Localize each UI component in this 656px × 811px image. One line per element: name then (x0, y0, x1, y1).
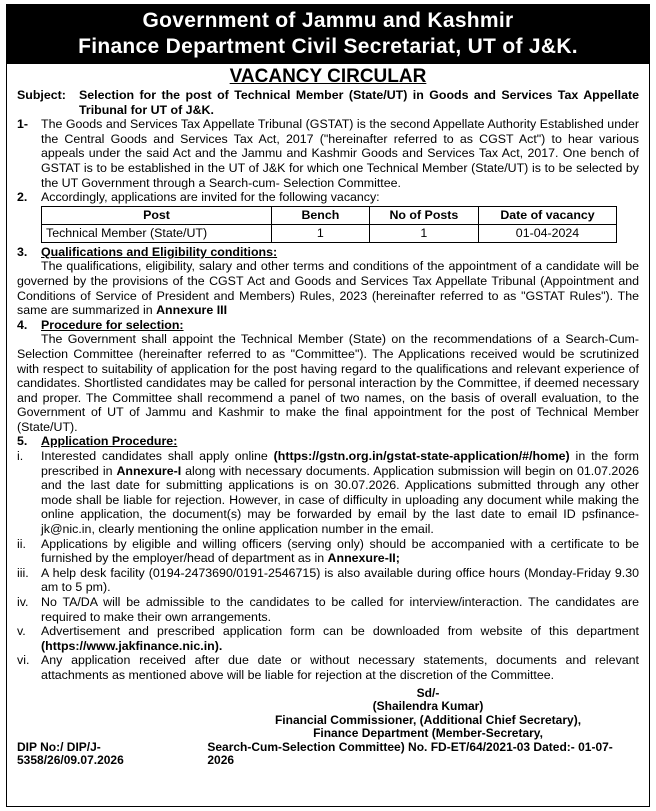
paragraph-5-heading (17, 434, 639, 449)
cell-posts: 1 (369, 224, 478, 242)
list-item (17, 595, 639, 624)
para-1-text: The Goods and Services Tax Appellate Tribunal (GSTAT) is the second Appellate Authority Established under the Central Goods and Services Tax Act, 2017 ("hereinafter referred to as CGST Act") to hear various appeals under the said Act and the Jammu and Kashmir Goods and Services Tax Act, 2017. One bench of GSTAT is to be established in the UT of J&K for which one Technical Member (State/UT) is to be selected by the UT Government through a Search-cum- Selection Committee. (41, 117, 639, 190)
item-vi-text: Any application received after due date or without necessary statements, documents and relevant attachments as mentioned above will be liable for rejection at the discretion of the Committee. (41, 653, 639, 682)
gstn-application-link: (https://gstn.org.in/gstat-state-application/#/home) (273, 449, 570, 464)
vacancy-table-header (42, 206, 617, 224)
para-5-heading: Application Procedure: (41, 434, 178, 449)
col-header-posts: No of Posts (369, 206, 478, 224)
para-5-number: 5. (17, 434, 28, 449)
item-ii-part-a: Applications by eligible and willing officers (serving only) should be accompanied with a certificate to be furnished by the employer/head of department as in (41, 536, 639, 566)
list-item (17, 624, 639, 653)
para-4-heading: Procedure for selection: (41, 317, 184, 332)
page-title (7, 66, 649, 88)
item-v-number: v. (17, 624, 26, 639)
list-item (17, 566, 639, 595)
header-line-1: Government of Jammu and Kashmir (142, 9, 514, 32)
list-item (17, 537, 639, 566)
item-v-text (41, 624, 639, 653)
paragraph-3-heading (17, 245, 639, 260)
header-line-2: Finance Department Civil Secretariat, UT of J&K. (78, 35, 578, 58)
dip-number: DIP No:/ DIP/J-5358/26/09.07.2026 (17, 739, 124, 768)
signatory-designation: Financial Commissioner, (Additional Chief Secretary), (274, 712, 582, 727)
item-iii-number: iii. (17, 565, 29, 580)
para-2-text: Accordingly, applications are invited for the following vacancy: (41, 190, 380, 205)
list-item (17, 449, 639, 537)
header-banner (7, 5, 649, 64)
cell-date: 01-04-2024 (479, 224, 617, 242)
signature-block (217, 687, 639, 741)
signatory-department: Finance Department (Member-Secretary, (313, 726, 543, 741)
item-iv-number: iv. (17, 595, 29, 609)
para-3-heading: Qualifications and Eligibility conditions: (41, 244, 278, 259)
item-i-text (41, 449, 639, 537)
item-i-part-c: in the form prescribed in (41, 449, 639, 478)
para-3-body: The qualifications, eligibility, salary and other terms and conditions of the appointment of a candidate will be governed by the provisions of the CGST Act and Goods and Services Tax Appellate Tribunal (Appointment and Conditions of Service of President and Members) Rules, 2023 (hereinafter referred to as "GSTAT Rules"). The same are summarized in (17, 259, 639, 318)
paragraph-2 (17, 190, 639, 205)
annexure-ii-ref: Annexure-II; (327, 551, 400, 566)
circular-body (7, 88, 649, 768)
para-4-number: 4. (17, 317, 28, 332)
annexure-i-ref: Annexure-I (116, 463, 182, 478)
item-v-part-a: Advertisement and prescribed application form can be downloaded from website of this department (41, 624, 639, 639)
list-item (17, 653, 639, 682)
item-ii-text (41, 537, 639, 566)
table-row (42, 224, 617, 242)
cell-post: Technical Member (State/UT) (42, 224, 272, 242)
item-iv-text: No TA/DA will be admissible to the candidates to be called for interview/interaction. The candidates are required to make their own arrangements. (41, 595, 639, 624)
para-4-text: The Government shall appoint the Technical Member (State) on the recommendations of a Search-Cum-Selection Committee (hereinafter referred to as "Committee"). The Applications received would be scrutinized with respect to suitability of application for the post having regard to the qualifications and relevant experience of candidates. Shortlisted candidates may be called for personal interaction by the Committee, if deemed necessary and proper. The Committee shall recommend a panel of two names, on the basis of overall evaluation, to the Government of UT of Jammu and Kashmir to make the final appointment for the post of Technical Member (State/UT). (17, 332, 639, 434)
para-2-number: 2. (17, 190, 28, 205)
para-3-text (17, 259, 639, 317)
item-i-part-a: Interested candidates shall apply online (41, 449, 274, 464)
order-reference: Search-Cum-Selection Committee) No. FD-ET/64/2021-03 Dated:- 01-07-2026 (207, 739, 613, 768)
item-iii-text: A help desk facility (0194-2473690/0191-2546715) is also available during office hours (Monday-Friday 9.30 am to 5 pm). (41, 565, 639, 595)
item-vi-number: vi. (17, 653, 30, 668)
subject-line (17, 88, 639, 117)
para-3-number: 3. (17, 244, 28, 259)
title-text: VACANCY CIRCULAR (229, 66, 427, 87)
circular-page (6, 4, 650, 807)
subject-label: Subject: (17, 88, 66, 102)
item-ii-number: ii. (17, 536, 26, 551)
annexure-iii-ref: Annexure III (156, 303, 228, 318)
paragraph-1 (17, 117, 639, 190)
item-i-part-e: along with necessary documents. Application submission will begin on 01.07.2026 and the last date for submitting applications is on 30.07.2026. Applications submitted through any other mode shall be liable for rejection. However, in case of difficulty in uploading any document while making the online application, the document(s) may be forwarded by email by the last date to email ID psfinance-jk@nic.in, clearly mentioning the online application number in the email. (41, 463, 640, 537)
item-i-number: i. (17, 449, 24, 464)
vacancy-table (41, 206, 617, 243)
signatory-name: (Shailendra Kumar) (372, 699, 484, 714)
signature-sd: Sd/- (416, 685, 440, 700)
para-1-number: 1- (17, 117, 29, 132)
col-header-post: Post (42, 206, 272, 224)
subject-text: Selection for the post of Technical Member (State/UT) in Goods and Services Tax Appellate Tribunal for UT of J&K. (79, 88, 639, 117)
paragraph-4-heading (17, 318, 639, 333)
col-header-bench: Bench (272, 206, 370, 224)
col-header-date: Date of vacancy (479, 206, 617, 224)
footer (17, 741, 639, 768)
cell-bench: 1 (272, 224, 370, 242)
jakfinance-link: (https://www.jakfinance.nic.in). (41, 638, 223, 653)
